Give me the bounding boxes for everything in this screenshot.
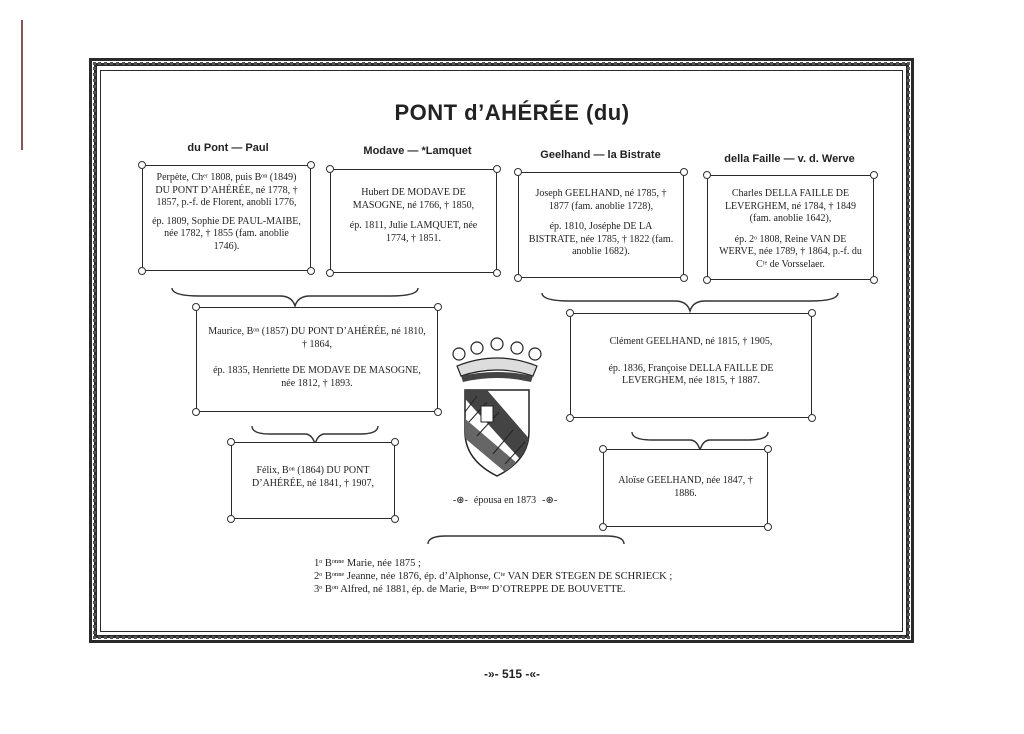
person-box-joseph [518, 172, 684, 278]
marriage-text: ép. 1811, Julie LAMQUET, née 1774, † 1851. [349, 220, 478, 244]
children-list [314, 557, 672, 596]
marriage-text: ép. 1835, Henriette DE MODAVE DE MASOGNE, née 1812, † 1893. [213, 365, 421, 389]
marriage-link [430, 495, 580, 506]
column-heading-faille: della Faille — v. d. Werve [724, 153, 855, 165]
ornament-left: -⊛- [452, 495, 468, 506]
coat-of-arms [447, 332, 547, 482]
person-box-felix [231, 442, 395, 519]
marriage-text: ép. 2ᵒ 1808, Reine VAN DE WERVE, née 1789, † 1864, p.-f. du Cᵗᵉ de Vorsselaer. [719, 233, 862, 270]
brace-children [426, 530, 626, 550]
person-text: Perpète, Chᵉʳ 1808, puis Bᵒⁿ (1849) DU PONT D’AHÉRÉE, né 1778, † 1857, p.-f. de Florent, anobli 1776, [155, 172, 298, 209]
person-box-aloise [603, 449, 768, 527]
person-box-maurice [196, 307, 438, 412]
marriage-link-text: épousa en 1873 [473, 495, 537, 506]
column-heading-geelhand: Geelhand — la Bistrate [540, 149, 661, 161]
child-entry: 2ᵒ Bᵒⁿⁿᵉ Jeanne, née 1876, ép. d’Alphonse, Cᵗᵉ VAN DER STEGEN DE SCHRIECK ; [314, 571, 673, 582]
ornament-right: -⊛- [542, 495, 558, 506]
person-text: Charles DELLA FAILLE DE LEVERGHEM, né 1784, † 1849 (fam. anoblie 1642), [724, 188, 857, 225]
person-text: Joseph GEELHAND, né 1785, † 1877 (fam. anoblie 1728), [535, 188, 667, 212]
child-entry: 1ᵒ Bᵒⁿⁿᵉ Marie, née 1875 ; [314, 558, 421, 569]
page-number-ornament-left: -»- [483, 667, 499, 681]
person-box-clement [570, 313, 812, 418]
page-number [0, 667, 1024, 681]
column-heading-modave: Modave — *Lamquet [363, 145, 472, 157]
person-text: Aloïse GEELHAND, née 1847, † 1886. [618, 475, 753, 499]
scan-edge-mark [21, 20, 23, 150]
page-number-value: 515 [501, 667, 523, 681]
page-title: PONT d’AHÉRÉE (du) [394, 100, 630, 125]
marriage-text: ép. 1809, Sophie DE PAUL-MAIBE, née 1782, † 1855 (fam. anoblie 1746). [152, 215, 301, 252]
person-box-charles [707, 175, 874, 280]
child-entry: 3ᵒ Bᵒⁿ Alfred, né 1881, ép. de Marie, Bᵒⁿⁿᵉ D’OTREPPE DE BOUVETTE. [314, 584, 626, 595]
person-box-hubert [330, 169, 497, 273]
column-heading-pont: du Pont — Paul [187, 142, 269, 154]
person-box-perpete [142, 165, 311, 271]
person-text: Félix, Bᵒⁿ (1864) DU PONT D’AHÉRÉE, né 1841, † 1907, [252, 465, 374, 489]
person-text: Hubert DE MODAVE DE MASOGNE, né 1766, † 1850, [352, 187, 475, 211]
marriage-text: ép. 1836, Françoise DELLA FAILLE DE LEVERGHEM, née 1815, † 1887. [608, 362, 774, 387]
page-number-ornament-right: -«- [525, 667, 541, 681]
person-text: Clément GEELHAND, né 1815, † 1905, [609, 336, 773, 347]
marriage-text: ép. 1810, Joséphe DE LA BISTRATE, née 1785, † 1822 (fam. anoblie 1682). [528, 221, 674, 258]
person-text: Maurice, Bᵒⁿ (1857) DU PONT D’AHÉRÉE, né 1810, † 1864, [208, 326, 426, 350]
